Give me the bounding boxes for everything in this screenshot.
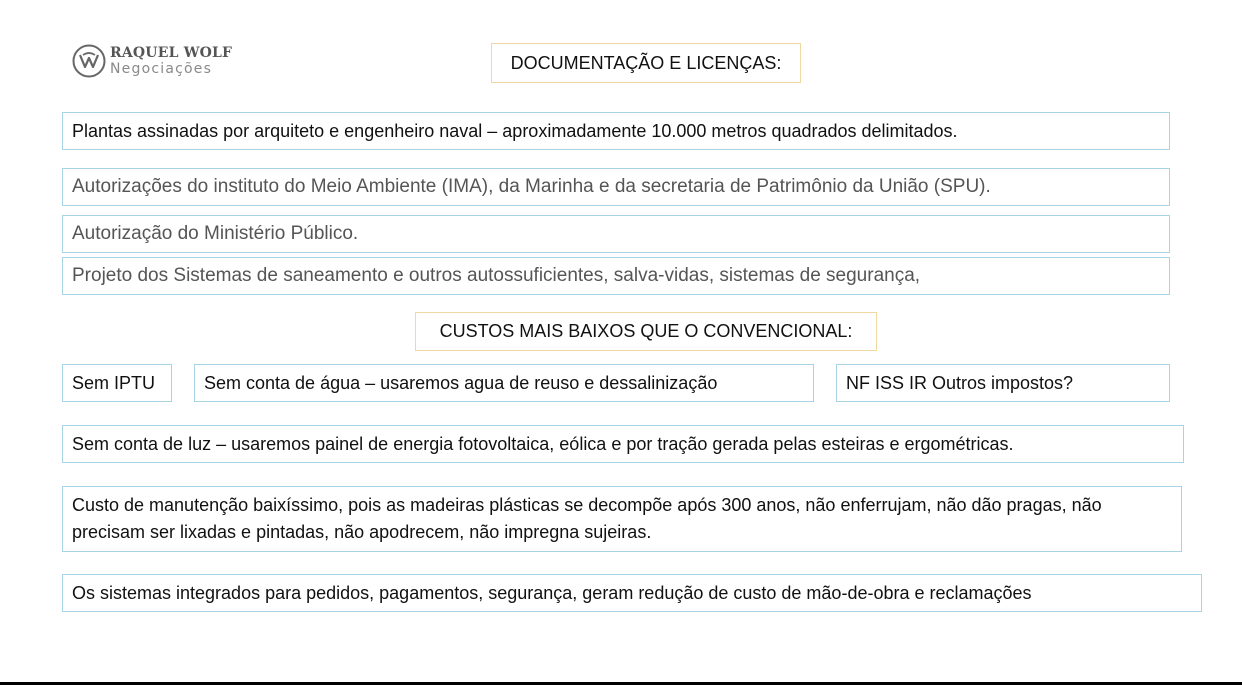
- logo: [72, 44, 232, 78]
- custo-item-impostos: NF ISS IR Outros impostos?: [836, 364, 1170, 402]
- logo-name: RAQUEL WOLF: [110, 45, 233, 61]
- doc-item-projeto: Projeto dos Sistemas de saneamento e outros autossuficientes, salva-vidas, sistemas de segurança,: [62, 257, 1170, 295]
- custo-item-sistemas: Os sistemas integrados para pedidos, pagamentos, segurança, geram redução de custo de mão-de-obra e reclamações: [62, 574, 1202, 612]
- doc-item-plantas: Plantas assinadas por arquiteto e engenheiro naval – aproximadamente 10.000 metros quadrados delimitados.: [62, 112, 1170, 150]
- custo-item-manutencao: Custo de manutenção baixíssimo, pois as madeiras plásticas se decompõe após 300 anos, não enferrujam, não dão pragas, não precisam ser lixadas e pintadas, não apodrecem, não impregna sujeiras.: [62, 486, 1182, 552]
- custo-item-luz: Sem conta de luz – usaremos painel de energia fotovoltaica, eólica e por tração gerada pelas esteiras e ergométricas.: [62, 425, 1184, 463]
- custos-heading: CUSTOS MAIS BAIXOS QUE O CONVENCIONAL:: [415, 312, 877, 351]
- doc-item-autorizacoes: Autorizações do instituto do Meio Ambiente (IMA), da Marinha e da secretaria de Patrimônio da União (SPU).: [62, 168, 1170, 206]
- logo-subtitle: Negociações: [110, 61, 213, 77]
- rw-monogram-icon: [72, 44, 106, 78]
- doc-item-ministerio: Autorização do Ministério Público.: [62, 215, 1170, 253]
- custo-item-agua: Sem conta de água – usaremos agua de reuso e dessalinização: [194, 364, 814, 402]
- documentacao-heading: DOCUMENTAÇÃO E LICENÇAS:: [491, 43, 801, 83]
- custo-item-iptu: Sem IPTU: [62, 364, 172, 402]
